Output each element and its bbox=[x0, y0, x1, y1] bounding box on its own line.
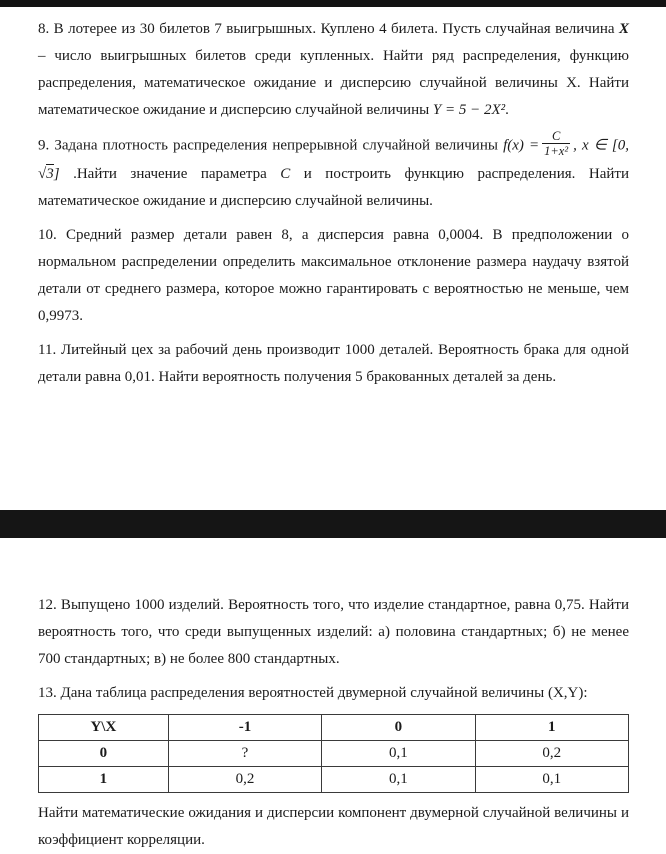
text-segment: 9. Задана плотность распределения непрерывной случайной величины bbox=[38, 137, 504, 154]
text-segment: 10. Средний размер детали равен 8, а дисперсия равна 0,0004. В предположении о нормальном распределении определить максимальное отклонение размера наудачу взятой детали от среднего размера, которое можно гарантировать с вероятностью не меньше, чем 0,9973. bbox=[38, 226, 629, 324]
table-header-cell: Y\X bbox=[39, 715, 169, 741]
problem-9 bbox=[38, 131, 629, 215]
table-cell: 0,2 bbox=[475, 741, 628, 767]
text-segment: 12. Выпущено 1000 изделий. Вероятность того, что изделие стандартное, равна 0,75. Найти вероятность того, что среди выпущенных изделий: а) половина стандартных; б) не менее 700 стандартных; в) не более 800 стандартных. bbox=[38, 597, 629, 667]
table-row bbox=[39, 767, 629, 793]
top-dark-bar bbox=[0, 0, 666, 7]
document-page-2 bbox=[0, 538, 666, 854]
closing-text: Найти математические ожидания и дисперсии компонент двумерной случайной величины и коэффициент корреляции. bbox=[38, 805, 629, 848]
text-segment: и построить функцию распределения. Найти математическое ожидание и дисперсию случайной величины. bbox=[38, 165, 629, 209]
table-row-header-cell: 1 bbox=[39, 767, 169, 793]
page-1-problems bbox=[38, 16, 629, 391]
text-segment: – число выигрышных билетов среди купленных. Найти ряд распределения, функцию распределения, математическое ожидание и дисперсию случайной величины X. Найти математическое ожидание и дисперсию случайной величины bbox=[38, 48, 629, 118]
problem-12 bbox=[38, 592, 629, 673]
table-cell: 0,1 bbox=[322, 741, 475, 767]
table-cell: 0,1 bbox=[475, 767, 628, 793]
sqrt-expression: √3 bbox=[38, 165, 54, 182]
table-header-row bbox=[39, 715, 629, 741]
text-segment: 13. Дана таблица распределения вероятностей двумерной случайной величины (X,Y): bbox=[38, 685, 588, 701]
table-cell: ? bbox=[168, 741, 321, 767]
problem-8 bbox=[38, 16, 629, 124]
text-segment: ] bbox=[53, 165, 60, 182]
fraction-formula: $\frac{C}{\text{1+x²}}$ bbox=[544, 129, 569, 159]
text-segment: .Найти значение параметра bbox=[59, 165, 281, 182]
text-segment: . bbox=[505, 102, 509, 118]
problem-11 bbox=[38, 337, 629, 391]
table-cell: 0,2 bbox=[168, 767, 321, 793]
page-2-problems bbox=[38, 592, 629, 707]
problem-13-intro bbox=[38, 680, 629, 707]
text-segment: C bbox=[280, 165, 291, 182]
probability-table-body bbox=[39, 741, 629, 793]
text-segment: X bbox=[618, 21, 629, 37]
table-cell: 0,1 bbox=[322, 767, 475, 793]
text-segment: , x ∈ bbox=[573, 137, 612, 154]
text-segment: 8. В лотерее из 30 билетов 7 выигрышных. Куплено 4 билета. Пусть случайная величина bbox=[38, 21, 619, 37]
table-row bbox=[39, 741, 629, 767]
probability-table-head bbox=[39, 715, 629, 741]
problem-10 bbox=[38, 222, 629, 330]
table-header-cell: 1 bbox=[475, 715, 628, 741]
table-row-header-cell: 0 bbox=[39, 741, 169, 767]
document-page-1 bbox=[0, 7, 666, 510]
text-segment: [0, bbox=[611, 137, 630, 154]
table-header-cell: -1 bbox=[168, 715, 321, 741]
probability-table bbox=[38, 714, 629, 793]
text-segment: Y = 5 − 2X² bbox=[432, 102, 506, 118]
table-header-cell: 0 bbox=[322, 715, 475, 741]
page-break-separator bbox=[0, 510, 666, 538]
text-segment: f(x) = bbox=[503, 137, 540, 154]
text-segment: 11. Литейный цех за рабочий день производит 1000 деталей. Вероятность брака для одной детали равна 0,01. Найти вероятность получения 5 бракованных деталей за день. bbox=[38, 341, 629, 385]
